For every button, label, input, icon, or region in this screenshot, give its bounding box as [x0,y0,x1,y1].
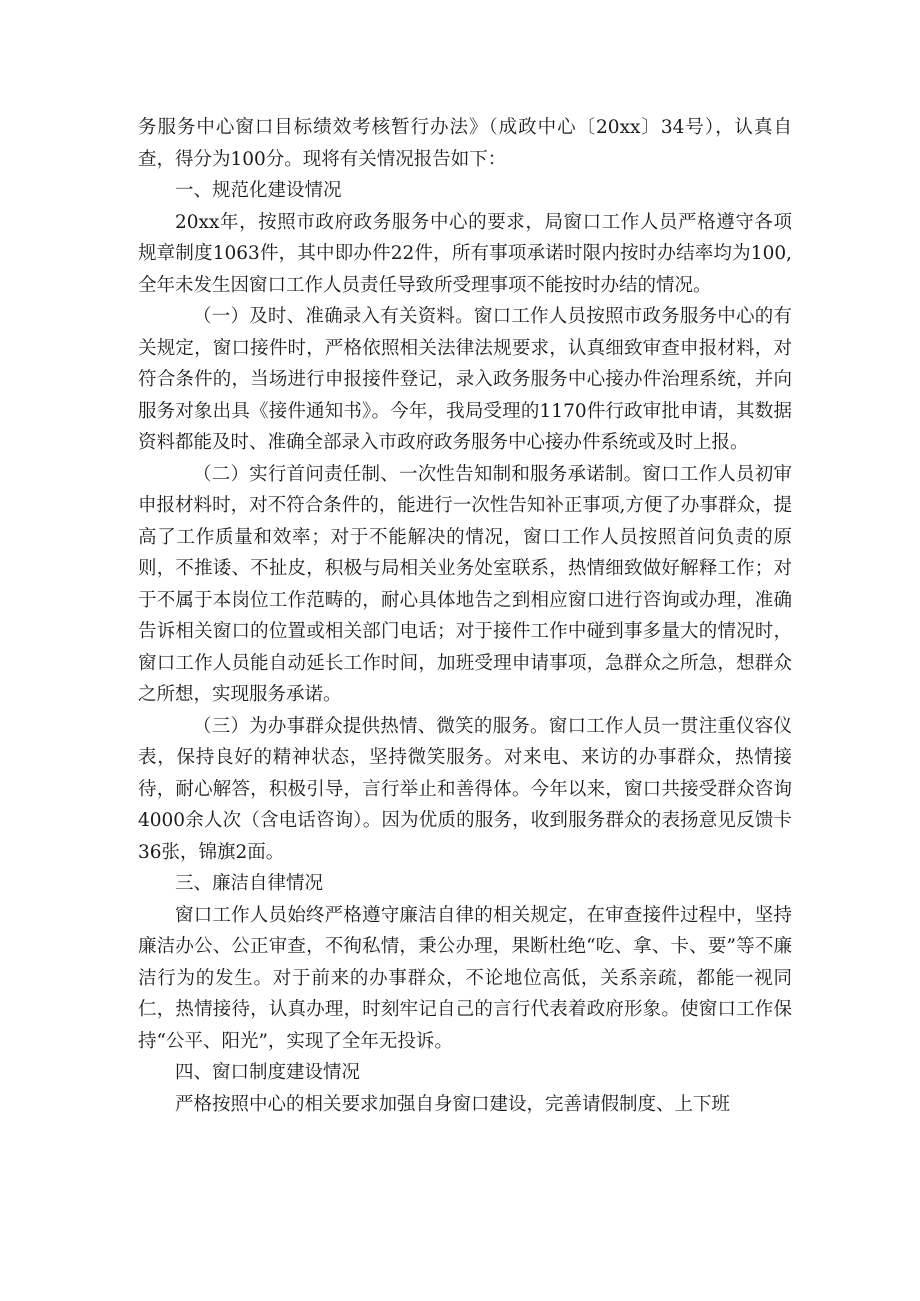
section-heading-4: 四、窗口制度建设情况 [175,1062,361,1083]
document-body [138,112,792,1120]
paragraph-intro-continued: 务服务中心窗口目标绩效考核暂行办法》（成政中心〔20xx〕34号），认真自查，得分为100分。现将有关情况报告如下： [138,117,792,170]
paragraph-standardization: 20xx年，按照市政府政务服务中心的要求，局窗口工作人员严格遵守各项规章制度1063件，其中即办件22件，所有事项承诺时限内按时办结率均为100,全年未发生因窗口工作人员责任导致所受理事项不能按时办结的情况。 [138,211,792,296]
paragraph-integrity: 窗口工作人员始终严格遵守廉洁自律的相关规定，在审查接件过程中，坚持廉洁办公、公正审查，不徇私情，秉公办理，果断杜绝“吃、拿、卡、要”等不廉洁行为的发生。对于前来的办事群众，不论地位高低，关系亲疏，都能一视同仁，热情接待，认真办理，时刻牢记自己的言行代表着政府形象。使窗口工作保持“公平、阳光”，实现了全年无投诉。 [138,904,792,1052]
paragraph-window-system: 严格按照中心的相关要求加强自身窗口建设，完善请假制度、上下班 [175,1093,731,1115]
subsection-3: （三）为办事群众提供热情、微笑的服务。窗口工作人员一贯注重仪容仪表，保持良好的精神状态，坚持微笑服务。对来电、来访的办事群众，热情接待，耐心解答，积极引导，言行举止和善得体。今年以来，窗口共接受群众咨询4000余人次（含电话咨询）。因为优质的服务，收到服务群众的表扬意见反馈卡36张，锦旗2面。 [138,715,792,863]
subsection-1: （一）及时、准确录入有关资料。窗口工作人员按照市政务服务中心的有关规定，窗口接件时，严格依照相关法律法规要求，认真细致审查申报材料，对符合条件的，当场进行申报接件登记，录入政务服务中心接办件治理系统，并向服务对象出具《接件通知书》。今年，我局受理的1170件行政审批申请，其数据资料都能及时、准确全部录入市政府政务服务中心接办件系统或及时上报。 [138,306,792,453]
subsection-2: （二）实行首问责任制、一次性告知制和服务承诺制。窗口工作人员初审申报材料时，对不符合条件的，能进行一次性告知补正事项,方便了办事群众，提高了工作质量和效率；对于不能解决的情况，窗口工作人员按照首问负责的原则，不推诿、不扯皮，积极与局相关业务处室联系，热情细致做好解释工作；对于不属于本岗位工作范畴的，耐心具体地告之到相应窗口进行咨询或办理，准确告诉相关窗口的位置或相关部门电话；对于接件工作中碰到事多量大的情况时，窗口工作人员能自动延长工作时间，加班受理申请事项，急群众之所急，想群众之所想，实现服务承诺。 [138,463,792,705]
section-heading-3: 三、廉洁自律情况 [175,873,324,894]
section-heading-1: 一、规范化建设情况 [175,180,342,201]
